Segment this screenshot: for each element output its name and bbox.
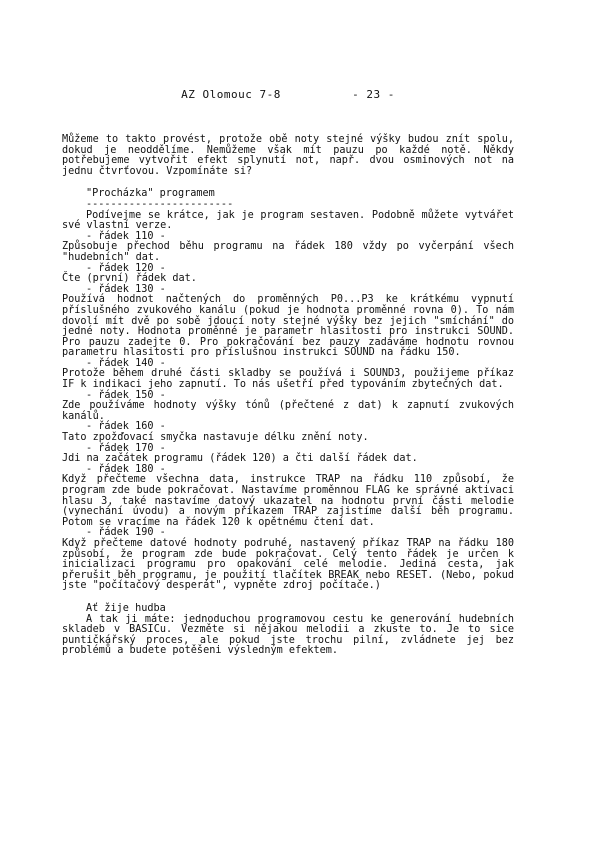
line-110-label: - řádek 110 - [86, 230, 166, 242]
line-180-text: Když přečteme všechna data, instrukce TRAP na řádku 110 způsobí, že program zde bude pokračovat. Nastavíme proměnnou FLAG ke správné aktivaci hlasu 3, také nastavíme datový ukazatel na hodnotu první části melodie (vynechání úvodu) a novým příkazem TRAP zajistíme další běh programu. Potom se vracíme na řádek 120 k opětnému čtení dat. [62, 474, 514, 528]
line-170-label: - řádek 170 - [86, 442, 166, 454]
intro-paragraph: Můžeme to takto provést, protože obě noty stejné výšky budou znít spolu, dokud je neoddělíme. Nemůžeme však mít pauzu po každé notě. Někdy potřebujeme vytvořit efekt splynutí not, např. dvou osminových not na jednu čtvrťovou. Vzpomínáte si? [62, 134, 514, 177]
line-130-text: Používá hodnot načtených do proměnných P0...P3 ke krátkému vypnutí příslušného zvukového kanálu (pokud je hodnota proměnné rovna 0). To nám dovolí mít dvě po sobě jdoucí noty stejné výšky bez jejich "smíchání" do jedné noty. Hodnota proměnné je parametr hlasitosti pro instrukci SOUND. Pro pauzu zadejte 0. Pro pokračování bez pauzy zadáváme hodnotu rovnou parametru hlasitosti pro příslušnou instrukci SOUND na řádku 150. [62, 294, 514, 359]
line-120-text: Čte (první) řádek dat. [62, 273, 197, 285]
line-140-text: Protože během druhé části skladby se používá i SOUND3, použijeme příkaz IF k indikaci jeho zapnutí. To nás ušetří před typováním zbytečných dat. [62, 368, 514, 391]
line-130-label: - řádek 130 - [86, 283, 166, 295]
final-section-title: Ať žije hudba [86, 602, 166, 614]
line-160-text: Tato zpožďovací smyčka nastavuje délku znění noty. [62, 432, 369, 444]
final-paragraph: A tak ji máte: jednoduchou programovou cestu ke generování hudebních skladeb v BASICu. Vezměte si nějakou melodii a zkuste to. Je to sice puntičkářský proces, ale pokud jste trochu pilní, zvládnete jej bez problémů a budete potěšeni výsledným efektem. [62, 613, 514, 657]
document-page [62, 88, 514, 657]
program-walkthrough-title: "Procházka" programem [86, 188, 215, 200]
line-180-label: - řádek 180 - [86, 463, 166, 475]
line-190-text: Když přečteme datové hodnoty podruhé, nastavený příkaz TRAP na řádku 180 způsobí, že program zde bude pokračovat. Celý tento řádek je určen k inicializaci programu pro opakování celé melodie. Jediná cesta, jak přerušit běh programu, je použití tlačítek BREAK nebo RESET. (Nebo, pokud jste "počítačový desperát", vypněte zdroj počítače.) [62, 537, 514, 592]
line-110-text: Způsobuje přechod běhu programu na řádek 180 vždy po vyčerpání všech "hudebních" dat. [62, 241, 514, 263]
line-150-text: Zde používáme hodnoty výšky tónů (přečtené z dat) k zapnutí zvukových kanálů. [62, 400, 514, 422]
line-170-text: Jdi na začátek programu (řádek 120) a čti další řádek dat. [62, 453, 418, 465]
page-header: AZ Olomouc 7-8 - 23 - [181, 88, 395, 101]
line-190-label: - řádek 190 - [86, 527, 166, 539]
line-160-label: - řádek 160 - [86, 421, 166, 433]
program-intro-paragraph: Podívejme se krátce, jak je program sestaven. Podobně můžete vytvářet své vlastní verze. [62, 209, 514, 232]
title-underline: ------------------------ [86, 199, 234, 210]
line-150-label: - řádek 150 - [86, 389, 166, 401]
line-140-label: - řádek 140 - [86, 357, 166, 369]
line-120-label: - řádek 120 - [86, 262, 166, 274]
